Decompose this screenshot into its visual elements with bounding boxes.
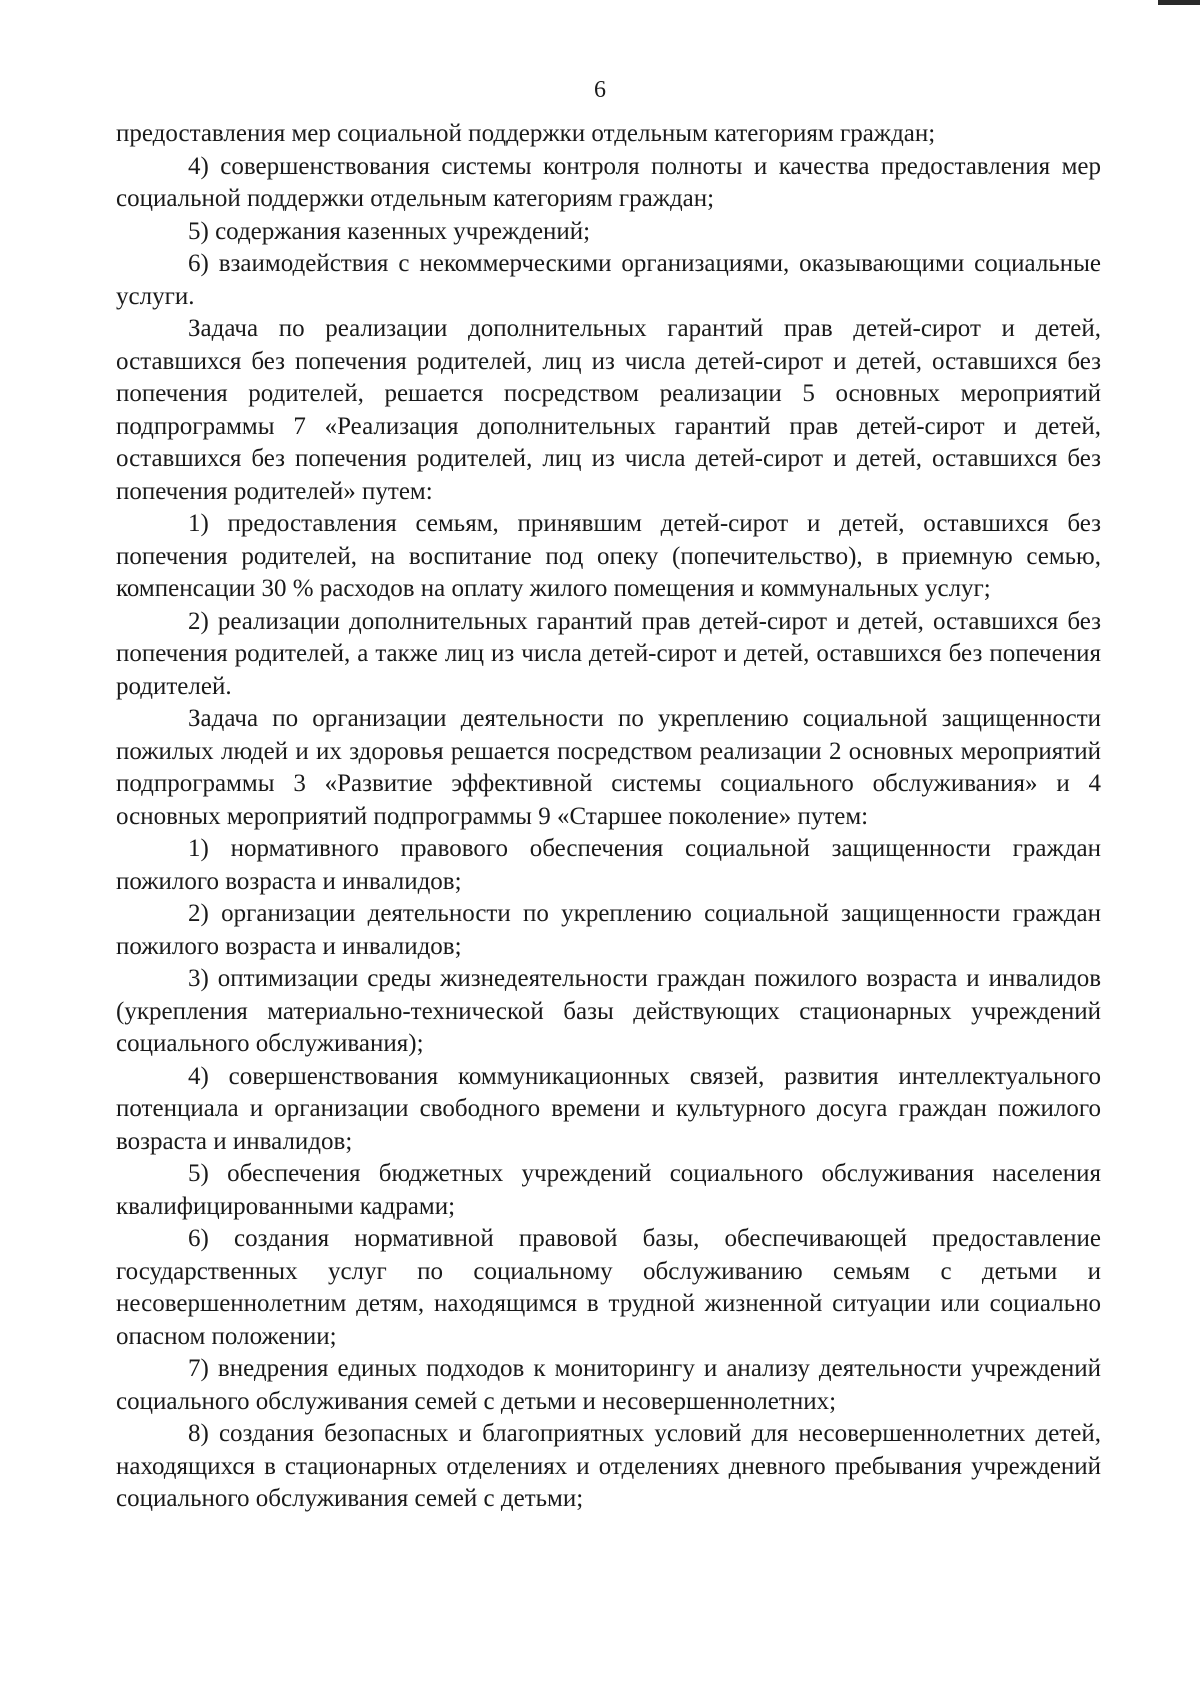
paragraph-item-5: 5) содержания казенных учреждений; [188,217,591,245]
paragraph-elderly-item-6: 6) создания нормативной правовой базы, обеспечивающей предоставление государственных услуг по социальному обслуживанию семьям с детьми и несовершеннолетним детям, находящимся в трудной жизненной ситуации или социально опасном положении; [116,1225,1101,1350]
paragraph-orphans-item-1: 1) предоставления семьям, принявшим детей-сирот и детей, оставшихся без попечения родителей, на воспитание под опеку (попечительство), в приемную семью, компенсации 30 % расходов на оплату жилого помещения и коммунальных услуг; [116,510,1101,602]
paragraph-elderly-item-3: 3) оптимизации среды жизнедеятельности граждан пожилого возраста и инвалидов (укрепления материально-технической базы действующих стационарных учреждений социального обслуживания); [116,965,1101,1057]
paragraph-elderly-item-2: 2) организации деятельности по укреплению социальной защищенности граждан пожилого возраста и инвалидов; [116,900,1101,960]
page-number: 6 [594,77,606,103]
paragraph-elderly-item-5: 5) обеспечения бюджетных учреждений социального обслуживания населения квалифицированными кадрами; [116,1160,1101,1220]
paragraph-elderly-item-7: 7) внедрения единых подходов к мониторингу и анализу деятельности учреждений социального обслуживания семей с детьми и несовершеннолетних; [116,1355,1101,1415]
paragraph-elderly-item-1: 1) нормативного правового обеспечения социальной защищенности граждан пожилого возраста и инвалидов; [116,835,1101,895]
paragraph-item-6: 6) взаимодействия с некоммерческими организациями, оказывающими социальные услуги. [116,250,1101,310]
paragraph-task-elderly: Задача по организации деятельности по укреплению социальной защищенности пожилых людей и их здоровья решается посредством реализации 2 основных мероприятий подпрограммы 3 «Развитие эффективной системы социального обслуживания» и 4 основных мероприятий подпрограммы 9 «Старшее поколение» путем: [116,705,1101,830]
paragraph-task-orphans: Задача по реализации дополнительных гарантий прав детей-сирот и детей, оставшихся без попечения родителей, лиц из числа детей-сирот и детей, оставшихся без попечения родителей, решается посредством реализации 5 основных мероприятий подпрограммы 7 «Реализация дополнительных гарантий прав детей-сирот и детей, оставшихся без попечения родителей, лиц из числа детей-сирот и детей, оставшихся без попечения родителей» путем: [116,315,1101,505]
paragraph-continuation: предоставления мер социальной поддержки отдельным категориям граждан; [116,120,936,147]
paragraph-orphans-item-2: 2) реализации дополнительных гарантий прав детей-сирот и детей, оставшихся без попечения родителей, а также лиц из числа детей-сирот и детей, оставшихся без попечения родителей. [116,607,1101,700]
paragraph-item-4: 4) совершенствования системы контроля полноты и качества предоставления мер социальной поддержки отдельным категориям граждан; [116,152,1101,212]
paragraph-elderly-item-4: 4) совершенствования коммуникационных связей, развития интеллектуального потенциала и организации свободного времени и культурного досуга граждан пожилого возраста и инвалидов; [116,1062,1101,1155]
scan-edge-mark [1158,0,1200,5]
paragraph-elderly-item-8: 8) создания безопасных и благоприятных условий для несовершеннолетних детей, находящихся в стационарных отделениях и отделениях дневного пребывания учреждений социального обслуживания семей с детьми; [116,1420,1101,1512]
document-body [116,118,1101,1516]
